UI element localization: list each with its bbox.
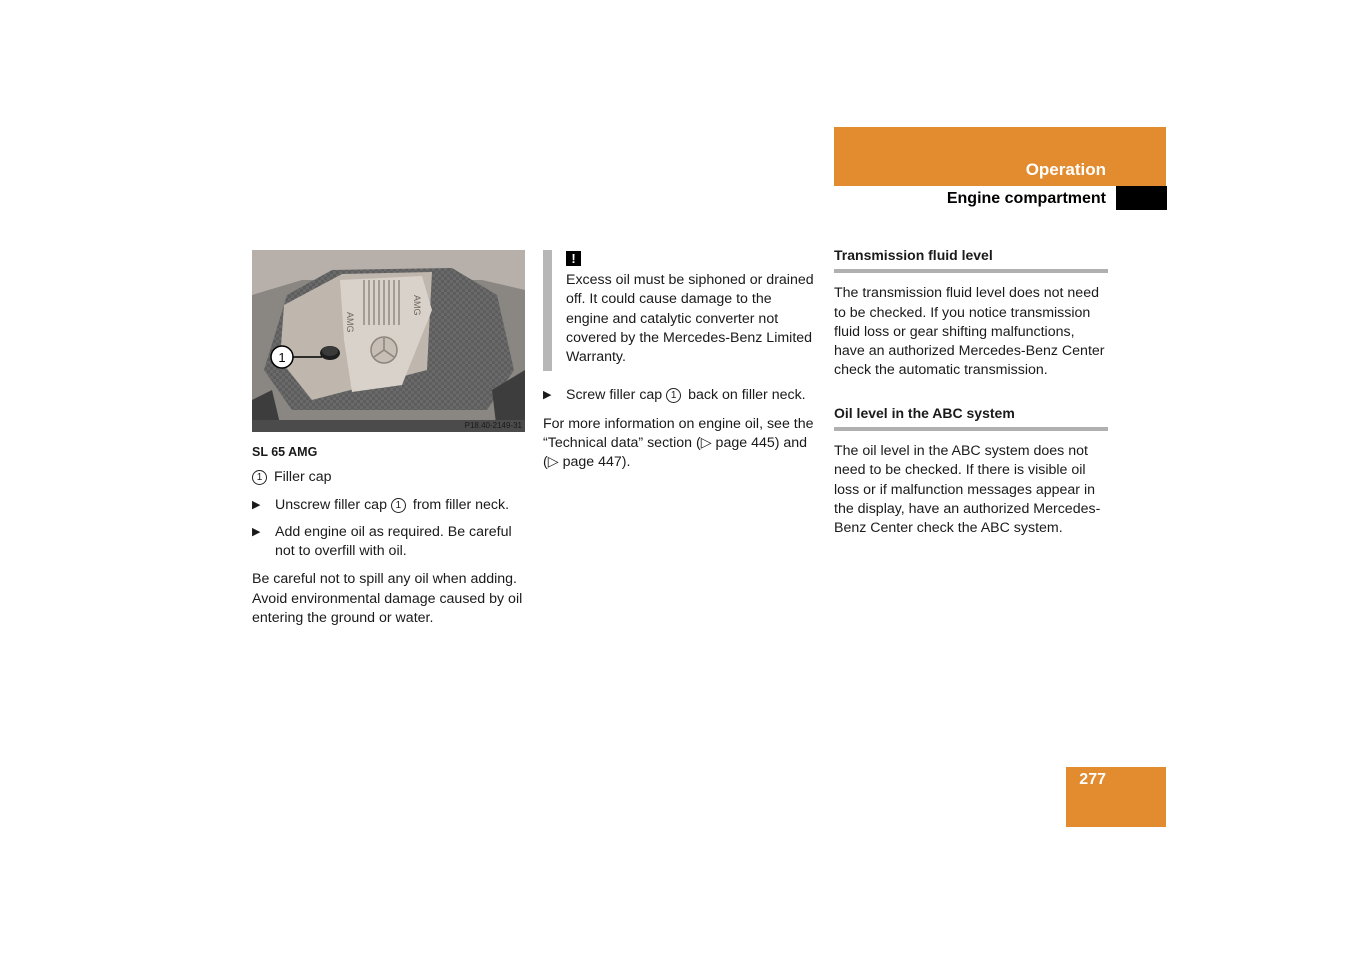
heading-abc-oil: Oil level in the ABC system [834,404,1108,431]
warning-box [543,250,817,367]
warning-text: Excess oil must be siphoned or drained off. It could cause damage to the engine and catalytic converter not covered by the Mercedes-Benz Limited Warranty. [566,272,814,366]
figure-code: P18.40-2149-31 [464,421,522,430]
bullet-icon: ▶ [543,389,552,402]
column-right [834,246,1108,539]
column-left [252,250,526,628]
callout-ref: 1 [391,498,406,513]
instruction-add-oil: ▶ Add engine oil as required. Be careful not to overfill with oil. [252,523,512,560]
column-middle [543,250,817,473]
more-info-text: For more information on engine oil, see the “Technical data” section (▷ page 445) and (▷ page 447). [543,415,814,471]
section-title: Operation [1025,160,1106,179]
transmission-text: The transmission fluid level does not need to be checked. If you notice transmission fluid loss or gear shifting malfunctions, have an authorized Mercedes-Benz Center check the automatic transmission. [834,285,1105,379]
warning-icon: ! [566,251,581,266]
legend-item [252,468,526,487]
callout-number: 1 [278,350,286,365]
warning-bar [543,250,552,371]
instruction-screw-back: ▶ Screw filler cap 1 back on filler neck. [543,386,817,405]
header-tab [834,127,1166,186]
legend-text: Filler cap [273,469,332,486]
abc-oil-text: The oil level in the ABC system does not need to be checked. If there is visible oil loss or if malfunction messages appear in the display, have an authorized Mercedes-Benz Center check the ABC system. [834,443,1101,537]
thumb-marker [1116,186,1167,210]
figure-caption: SL 65 AMG [252,445,318,459]
heading-transmission: Transmission fluid level [834,246,1108,273]
instruction-unscrew: ▶ Unscrew filler cap 1 from filler neck. [252,496,526,515]
bullet-icon: ▶ [252,498,261,511]
callout-ref: 1 [666,388,681,403]
engine-illustration [252,250,525,432]
callout-ref: 1 [252,470,267,485]
engine-marking-right: AMG [412,295,422,316]
bullet-icon: ▶ [252,525,261,538]
engine-photo [252,250,525,432]
page-number: 277 [1079,771,1106,788]
subsection-title: Engine compartment [946,190,1106,207]
engine-marking-left: AMG [345,312,355,333]
environment-note: Be careful not to spill any oil when adding. Avoid environmental damage caused by oil entering the ground or water. [252,571,523,627]
